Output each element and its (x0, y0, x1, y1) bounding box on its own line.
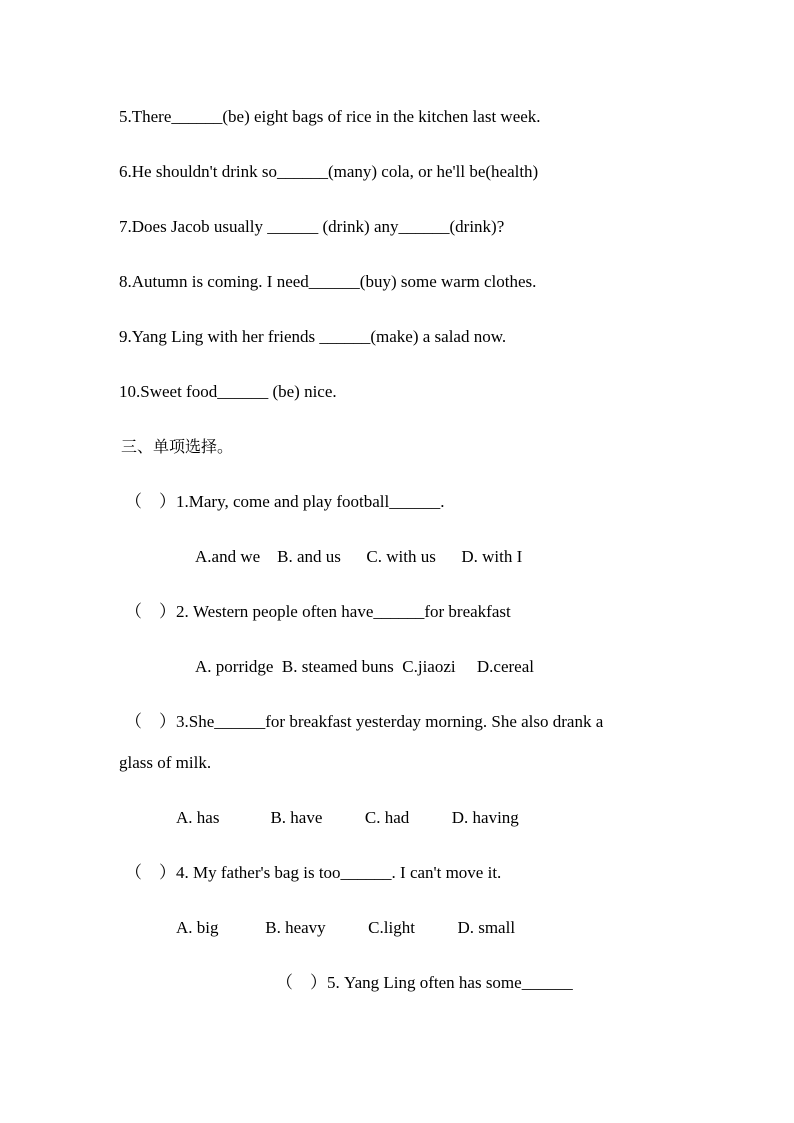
fill-in-item-6: 6.He shouldn't drink so______(many) cola, or he'll be(health) (119, 162, 539, 181)
question-4-options: A. big B. heavy C.light D. small (176, 918, 516, 937)
question-2-options: A. porridge B. steamed buns C.jiaozi D.cereal (195, 657, 534, 676)
question-5-stem: （ ）5. Yang Ling often has some______ (276, 973, 573, 992)
section-three-heading: 三、单项选择。 (121, 437, 234, 456)
question-3-stem-continued: glass of milk. (119, 753, 212, 772)
question-1-options: A.and we B. and us C. with us D. with I (195, 547, 523, 566)
question-3-options: A. has B. have C. had D. having (176, 808, 519, 827)
fill-in-item-9: 9.Yang Ling with her friends ______(make) a salad now. (119, 327, 507, 346)
fill-in-item-5: 5.There______(be) eight bags of rice in the kitchen last week. (119, 107, 541, 126)
fill-in-item-8: 8.Autumn is coming. I need______(buy) some warm clothes. (119, 272, 537, 291)
fill-in-item-10: 10.Sweet food______ (be) nice. (119, 382, 337, 401)
question-2-stem: （ ）2. Western people often have______for breakfast (125, 602, 511, 621)
fill-in-item-7: 7.Does Jacob usually ______ (drink) any______(drink)? (119, 217, 505, 236)
question-3-stem: （ ）3.She______for breakfast yesterday morning. She also drank a (125, 712, 604, 731)
question-1-stem: （ ）1.Mary, come and play football______. (125, 492, 445, 511)
question-4-stem: （ ）4. My father's bag is too______. I can't move it. (125, 863, 502, 882)
